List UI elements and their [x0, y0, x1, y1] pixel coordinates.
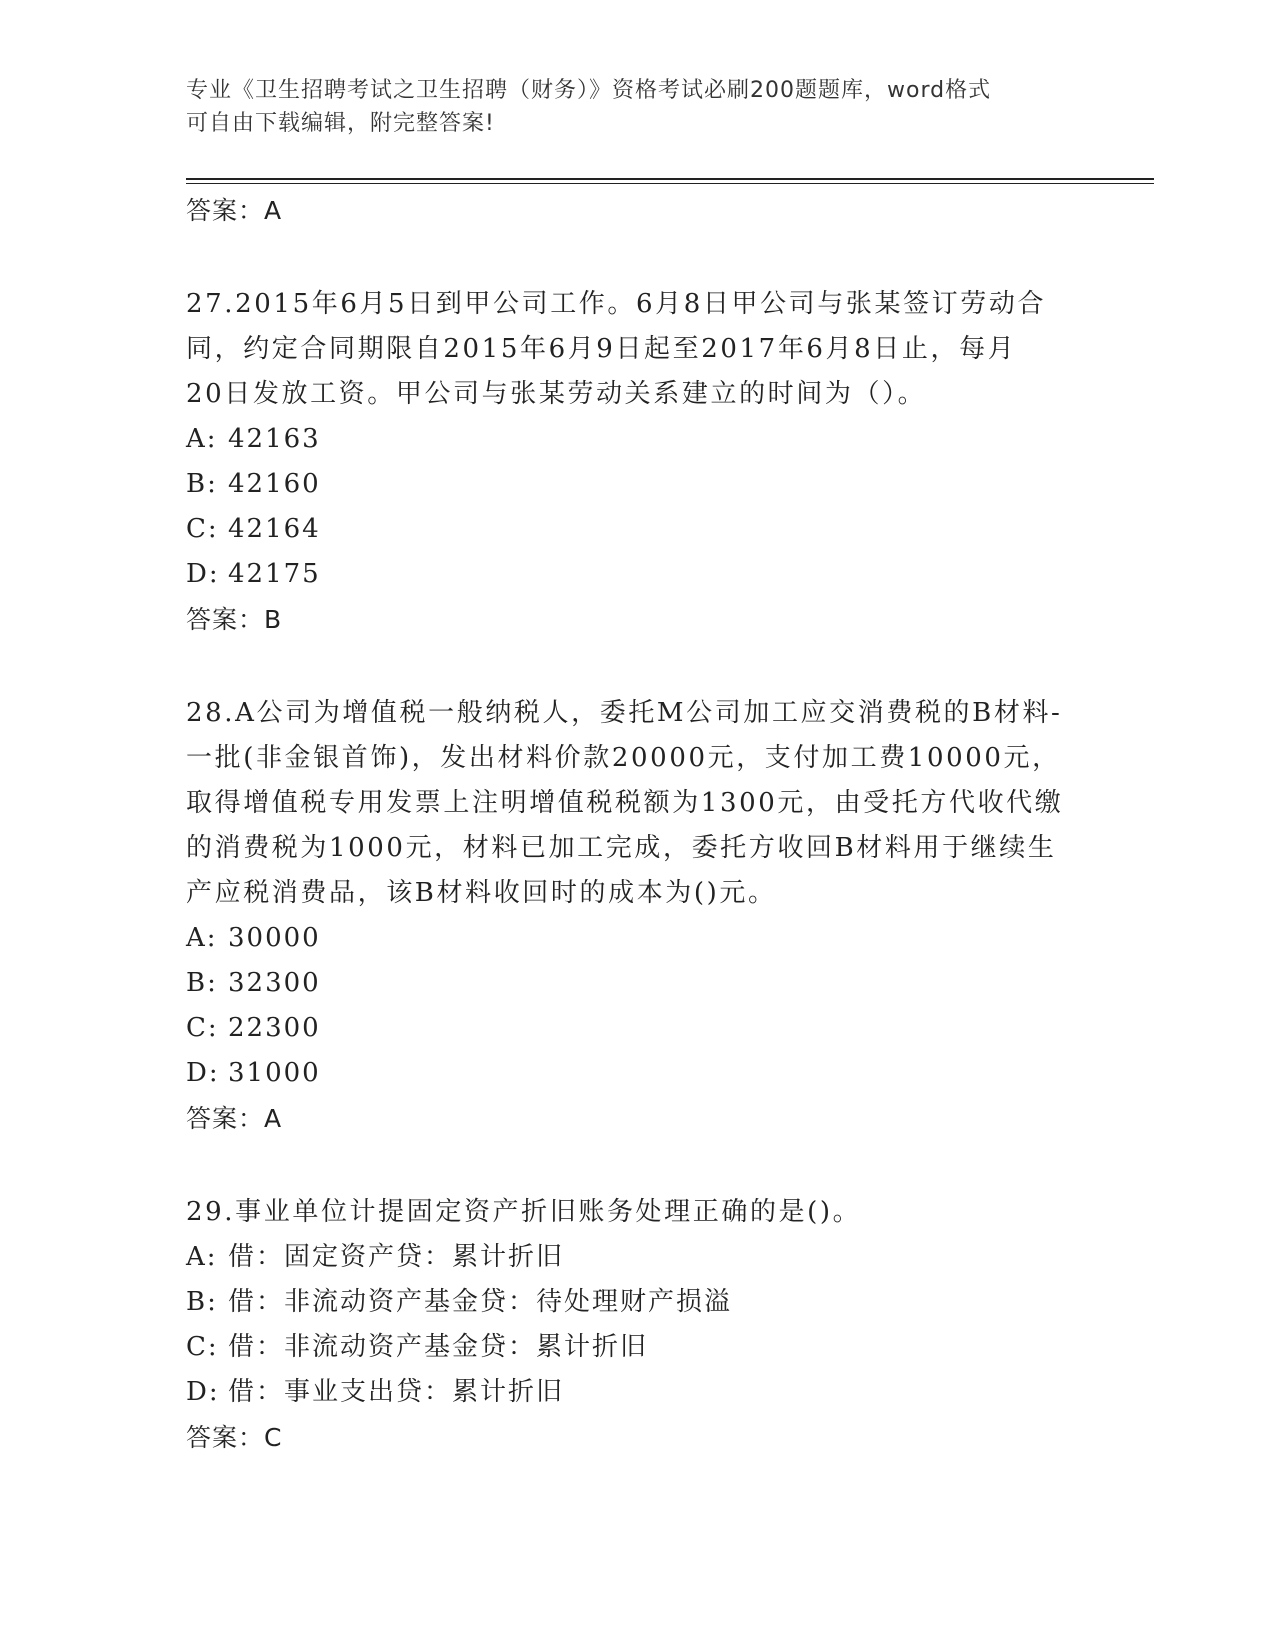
previous-answer: 答案：A — [186, 196, 283, 225]
option-text: 22300 — [228, 1013, 321, 1043]
option-d — [186, 552, 1086, 597]
spacer — [186, 1142, 1086, 1190]
option-text: 借：事业支出贷：累计折旧 — [228, 1377, 565, 1407]
option-label: C: — [186, 1013, 219, 1043]
option-text: 42160 — [228, 469, 321, 499]
option-b — [186, 961, 1086, 1006]
question-text: 28.A公司为增值税一般纳税人，委托M公司加工应交消费税的B材料- 一批(非金银首饰)，发出材料价款20000元，支付加工费10000元， 取得增值税专用发票上注明增值税税额为1300元，由受托方代收代缴 的消费税为1000元，材料已加工完成，委托方收回B材料用于继续生 产应税消费品，该B材料收回时的成本为()元。 — [186, 698, 1064, 908]
option-text: 借：固定资产贷：累计折旧 — [228, 1242, 565, 1272]
option-text: 30000 — [228, 923, 321, 953]
answer-29: 答案：C — [186, 1423, 283, 1452]
option-label: A: — [186, 424, 218, 454]
option-b — [186, 1280, 1086, 1325]
option-a — [186, 417, 1086, 462]
option-a — [186, 916, 1086, 961]
question-29 — [186, 1190, 1086, 1461]
option-label: D: — [186, 1377, 220, 1407]
option-text: 42164 — [228, 514, 321, 544]
answer-27: 答案：B — [186, 605, 283, 634]
option-text: 借：非流动资产基金贷：累计折旧 — [228, 1332, 649, 1362]
header-divider-thick — [186, 178, 1154, 180]
option-c — [186, 507, 1086, 552]
option-d — [186, 1370, 1086, 1415]
option-text: 32300 — [228, 968, 321, 998]
header-divider-thin — [186, 183, 1154, 184]
option-label: D: — [186, 1058, 220, 1088]
option-label: B: — [186, 1287, 218, 1317]
spacer — [186, 643, 1086, 691]
option-label: A: — [186, 923, 218, 953]
answer-28: 答案：A — [186, 1104, 283, 1133]
question-27 — [186, 282, 1086, 643]
option-label: A: — [186, 1242, 218, 1272]
question-text: 27.2015年6月5日到甲公司工作。6月8日甲公司与张某签订劳动合 同，约定合同期限自2015年6月9日起至2017年6月8日止，每月 20日发放工资。甲公司与张某劳动关系建立的时间为（）。 — [186, 289, 1047, 409]
option-c — [186, 1325, 1086, 1370]
option-a — [186, 1235, 1086, 1280]
option-d — [186, 1051, 1086, 1096]
header-line-1: 专业《卫生招聘考试之卫生招聘（财务）》资格考试必刷200题题库，word格式 — [186, 78, 992, 103]
option-label: D: — [186, 559, 220, 589]
option-label: B: — [186, 968, 218, 998]
option-label: B: — [186, 469, 218, 499]
spacer — [186, 234, 1086, 282]
option-label: C: — [186, 1332, 219, 1362]
option-b — [186, 462, 1086, 507]
document-body — [186, 188, 1086, 1461]
option-text: 42175 — [228, 559, 321, 589]
option-label: C: — [186, 514, 219, 544]
option-text: 借：非流动资产基金贷：待处理财产损溢 — [228, 1287, 733, 1317]
question-text: 29.事业单位计提固定资产折旧账务处理正确的是()。 — [186, 1197, 862, 1227]
option-c — [186, 1006, 1086, 1051]
option-text: 42163 — [228, 424, 321, 454]
header-line-2: 可自由下载编辑，附完整答案! — [186, 111, 495, 136]
question-28 — [186, 691, 1086, 1142]
page-header — [186, 74, 1086, 140]
option-text: 31000 — [228, 1058, 321, 1088]
